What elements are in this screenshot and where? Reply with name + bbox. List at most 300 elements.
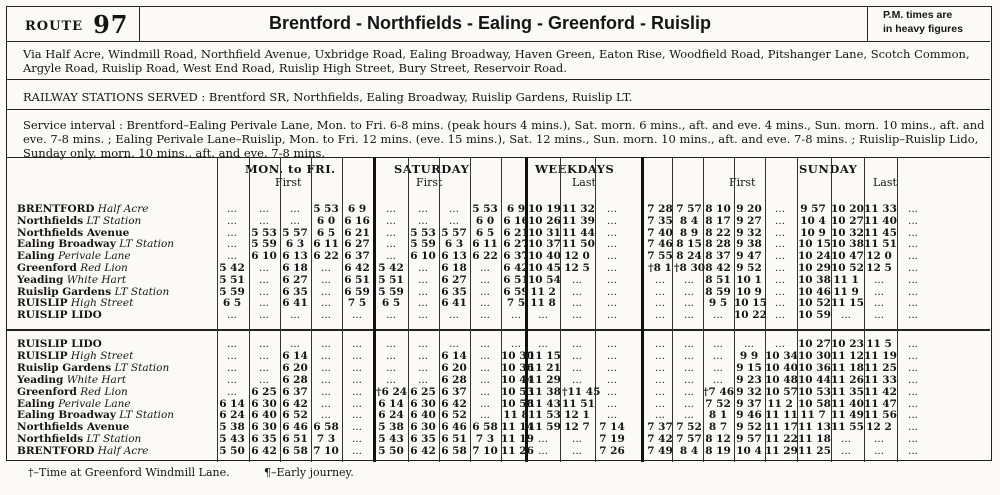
- time-cell: 9 32: [736, 385, 762, 398]
- time-cell: ...: [683, 273, 694, 286]
- time-cell: ...: [479, 262, 490, 274]
- time-cell: 12 1: [564, 409, 590, 422]
- time-cell: 11 38: [528, 385, 561, 398]
- time-cell: ...: [385, 250, 396, 263]
- time-cell: ...: [226, 214, 237, 227]
- time-cell: 5 59: [378, 285, 404, 298]
- time-cell: 6 42: [441, 397, 467, 410]
- station-label: Yeading White Hart: [17, 373, 127, 386]
- time-cell: 6 42: [251, 445, 277, 458]
- time-cell: 7 14: [599, 421, 625, 434]
- time-cell: 8 4: [679, 214, 699, 227]
- time-cell: 10 24: [798, 250, 831, 263]
- time-cell: 11 7: [800, 409, 826, 422]
- time-cell: 6 13: [441, 250, 467, 263]
- time-cell: ...: [907, 285, 918, 298]
- time-cell: 12 7: [564, 421, 590, 434]
- time-cell: ...: [571, 338, 582, 350]
- time-cell: ...: [907, 238, 918, 251]
- time-cell: 11 35: [831, 385, 864, 398]
- time-cell: ...: [774, 285, 785, 298]
- time-cell: ...: [226, 373, 237, 386]
- time-cell: ...: [683, 373, 694, 386]
- time-cell: 5 53: [410, 226, 436, 239]
- time-cell: ...: [417, 361, 428, 374]
- time-cell: ...: [907, 397, 918, 410]
- time-cell: ...: [479, 309, 490, 322]
- route-header: [7, 7, 990, 42]
- time-cell: ...: [774, 262, 785, 274]
- time-cell: ...: [606, 409, 617, 422]
- column-divider: [641, 157, 644, 329]
- time-cell: 6 27: [344, 238, 370, 251]
- time-cell: ...: [537, 433, 548, 446]
- time-cell: ...: [417, 297, 428, 310]
- time-cell: 10 32: [831, 226, 864, 239]
- time-cell: ...: [385, 361, 396, 374]
- time-cell: 6 20: [282, 361, 308, 374]
- time-cell: ...: [712, 349, 723, 362]
- time-cell: 10 36: [501, 361, 534, 374]
- time-cell: 7 49: [647, 445, 673, 458]
- time-cell: 7 52: [676, 421, 702, 434]
- time-cell: 9 47: [736, 250, 762, 263]
- station-label: Northfields Avenue: [17, 226, 130, 239]
- time-cell: 12 2: [866, 421, 892, 434]
- time-cell: ...: [320, 349, 331, 362]
- time-cell: 6 3: [285, 238, 305, 251]
- time-cell: 10 47: [831, 250, 864, 263]
- time-cell: 6 27: [503, 238, 529, 251]
- group-sunday: SUNDAY: [799, 162, 858, 176]
- time-cell: 6 22: [313, 250, 339, 263]
- time-cell: 5 57: [441, 226, 467, 239]
- time-cell: ...: [417, 262, 428, 274]
- time-cell: ...: [510, 309, 521, 322]
- service-interval: Service interval : Brentford–Ealing Perivale Lane, Mon. to Fri. 6-8 mins. (peak hours 4 mins.), Sat. morn. 6 mins., aft. and eve. 4 mins., Sun. morn. 10 mins., aft. and eve. 7-8 mins. ; Ealing Perivale Lane–Ruislip, Mon. to Fri. 12 mins. (eve. 15 mins.), Sat. 12 mins., Sun. morn. 10 mins., aft. and eve. 7-8 mins. ; Ruislip–Ruislip Lido, Sunday only, morn. 10 mins., aft. and eve. 7-8 mins.: [23, 118, 985, 160]
- time-cell: 7 26: [599, 445, 625, 458]
- time-cell: 10 38: [831, 238, 864, 251]
- time-cell: 7 5: [506, 297, 526, 310]
- time-cell: ...: [840, 445, 851, 458]
- time-cell: 5 53: [251, 226, 277, 239]
- time-cell: ...: [571, 373, 582, 386]
- time-cell: ...: [448, 214, 459, 227]
- time-cell: 6 37: [503, 250, 529, 263]
- time-cell: 10 46: [798, 285, 831, 298]
- station-label: BRENTFORD Half Acre: [17, 445, 149, 458]
- time-cell: ...: [873, 297, 884, 310]
- time-cell: ...: [774, 338, 785, 350]
- time-cell: ...: [654, 373, 665, 386]
- time-cell: ...: [226, 238, 237, 251]
- time-cell: 10 48: [765, 373, 798, 386]
- time-cell: 11 5: [866, 338, 892, 350]
- time-cell: 6 42: [410, 445, 436, 458]
- time-cell: 11 25: [798, 445, 831, 458]
- time-cell: 7 42: [647, 433, 673, 446]
- time-cell: 8 59: [705, 285, 731, 298]
- time-cell: ...: [448, 203, 459, 215]
- station-label: Greenford Red Lion: [17, 262, 128, 274]
- time-cell: ...: [654, 338, 665, 350]
- time-cell: ...: [385, 338, 396, 350]
- time-cell: ...: [289, 309, 300, 322]
- time-cell: ...: [654, 273, 665, 286]
- time-cell: 6 40: [251, 409, 277, 422]
- time-cell: 11 25: [864, 361, 897, 374]
- time-cell: ...: [385, 309, 396, 322]
- time-cell: ...: [571, 349, 582, 362]
- time-cell: 11 45: [864, 226, 897, 239]
- time-cell: 6 58: [472, 421, 498, 434]
- time-cell: ...: [873, 285, 884, 298]
- time-cell: ...: [907, 445, 918, 458]
- time-cell: 5 38: [219, 421, 245, 434]
- time-cell: ...: [479, 361, 490, 374]
- station-label: Northfields Avenue: [17, 421, 130, 434]
- time-cell: 11 53: [528, 409, 561, 422]
- time-cell: ...: [226, 250, 237, 263]
- time-cell: ...: [712, 338, 723, 350]
- time-cell: 8 19: [705, 445, 731, 458]
- time-cell: 10 44: [798, 373, 831, 386]
- time-cell: ...: [385, 349, 396, 362]
- time-cell: ...: [417, 285, 428, 298]
- time-cell: ...: [774, 214, 785, 227]
- time-cell: ...: [606, 397, 617, 410]
- time-cell: ...: [417, 309, 428, 322]
- time-cell: ...: [351, 409, 362, 422]
- time-cell: 10 19: [528, 203, 561, 215]
- time-cell: 7 28: [647, 203, 673, 215]
- time-cell: 6 5: [381, 297, 401, 310]
- time-cell: ...: [320, 373, 331, 386]
- time-cell: ...: [774, 238, 785, 251]
- time-cell: 6 5: [222, 297, 242, 310]
- time-cell: 6 51: [503, 273, 529, 286]
- route-badge: ROUTE 97: [25, 10, 129, 39]
- time-cell: 6 10: [251, 250, 277, 263]
- station-label: RUISLIP High Street: [17, 297, 134, 310]
- time-cell: 6 9: [347, 203, 367, 215]
- group-saturday: SATURDAY: [394, 162, 470, 176]
- time-cell: ...: [571, 273, 582, 286]
- time-cell: ...: [840, 433, 851, 446]
- time-cell: ...: [654, 285, 665, 298]
- time-cell: ...: [774, 203, 785, 215]
- time-cell: ...: [479, 397, 490, 410]
- time-cell: 11 2: [530, 285, 556, 298]
- time-cell: ...: [907, 214, 918, 227]
- time-cell: ...: [351, 349, 362, 362]
- time-cell: ...: [320, 297, 331, 310]
- time-cell: 8 7: [708, 421, 728, 434]
- time-cell: ...: [258, 309, 269, 322]
- time-cell: ...: [907, 273, 918, 286]
- time-cell: 10 27: [831, 214, 864, 227]
- time-cell: 6 59: [503, 285, 529, 298]
- time-cell: 8 9: [679, 226, 699, 239]
- time-cell: ...: [683, 338, 694, 350]
- time-cell: 6 18: [282, 262, 308, 274]
- time-cell: 6 13: [282, 250, 308, 263]
- time-cell: 9 38: [736, 238, 762, 251]
- time-cell: 10 44: [501, 373, 534, 386]
- time-cell: ...: [320, 338, 331, 350]
- time-cell: 11 32: [562, 203, 595, 215]
- time-cell: 6 51: [344, 273, 370, 286]
- time-cell: 11 26: [501, 445, 534, 458]
- time-cell: 6 37: [282, 385, 308, 398]
- time-cell: 6 51: [441, 433, 467, 446]
- time-cell: 7 3: [316, 433, 336, 446]
- time-cell: ...: [606, 273, 617, 286]
- time-cell: ...: [683, 349, 694, 362]
- time-cell: 10 37: [528, 238, 561, 251]
- time-cell: ...: [907, 349, 918, 362]
- time-cell: ...: [606, 385, 617, 398]
- station-label: Northfields LT Station: [17, 214, 142, 227]
- time-cell: ...: [226, 349, 237, 362]
- time-cell: 6 11: [472, 238, 498, 251]
- time-cell: 11 39: [562, 214, 595, 227]
- column-divider: [641, 329, 644, 462]
- time-cell: 6 5: [475, 226, 495, 239]
- time-cell: ...: [654, 349, 665, 362]
- time-cell: 9 15: [736, 361, 762, 374]
- time-cell: 6 35: [441, 285, 467, 298]
- time-cell: 11 26: [831, 373, 864, 386]
- time-cell: 12 0: [866, 250, 892, 263]
- time-cell: ...: [320, 385, 331, 398]
- time-cell: ...: [571, 309, 582, 322]
- time-cell: 6 35: [282, 285, 308, 298]
- time-cell: 11 8: [503, 409, 529, 422]
- time-cell: ...: [479, 273, 490, 286]
- time-cell: ...: [320, 397, 331, 410]
- time-cell: ...: [683, 397, 694, 410]
- time-cell: 11 11: [765, 409, 798, 422]
- footnote-dagger: †–Time at Greenford Windmill Lane.: [28, 466, 230, 479]
- time-cell: 11 22: [765, 433, 798, 446]
- time-cell: 11 17: [765, 421, 798, 434]
- time-cell: 10 30: [798, 349, 831, 362]
- time-cell: 5 42: [378, 262, 404, 274]
- time-cell: ...: [417, 373, 428, 386]
- time-cell: 5 50: [219, 445, 245, 458]
- time-cell: 11 29: [765, 445, 798, 458]
- time-cell: 5 57: [282, 226, 308, 239]
- time-cell: 6 5: [316, 226, 336, 239]
- time-cell: ...: [479, 409, 490, 422]
- time-cell: ...: [320, 285, 331, 298]
- time-cell: 11 8: [530, 297, 556, 310]
- time-cell: ...: [907, 309, 918, 322]
- time-cell: 8 10: [705, 203, 731, 215]
- time-cell: ...: [873, 433, 884, 446]
- time-cell: ...: [683, 285, 694, 298]
- time-cell: 6 42: [503, 262, 529, 274]
- time-cell: ...: [571, 445, 582, 458]
- time-cell: 6 42: [344, 262, 370, 274]
- time-cell: 11 18: [831, 361, 864, 374]
- time-cell: 6 14: [441, 349, 467, 362]
- time-cell: 11 42: [864, 385, 897, 398]
- time-cell: ...: [606, 361, 617, 374]
- time-cell: 6 46: [441, 421, 467, 434]
- time-cell: ...: [351, 397, 362, 410]
- time-cell: ...: [683, 361, 694, 374]
- time-cell: ...: [907, 421, 918, 434]
- time-cell: 9 20: [736, 203, 762, 215]
- time-cell: ...: [907, 361, 918, 374]
- time-cell: ...: [606, 349, 617, 362]
- time-cell: ...: [479, 338, 490, 350]
- time-cell: ...: [712, 361, 723, 374]
- time-cell: 6 10: [410, 250, 436, 263]
- time-cell: 6 16: [344, 214, 370, 227]
- time-cell: 10 22: [734, 309, 767, 322]
- time-cell: ...: [258, 214, 269, 227]
- time-cell: 5 59: [251, 238, 277, 251]
- time-cell: ...: [606, 226, 617, 239]
- time-cell: 11 51: [864, 238, 897, 251]
- time-cell: ...: [606, 203, 617, 215]
- time-cell: ...: [907, 297, 918, 310]
- time-cell: ...: [654, 297, 665, 310]
- time-cell: 6 21: [344, 226, 370, 239]
- time-cell: 6 0: [316, 214, 336, 227]
- time-cell: 10 58: [501, 397, 534, 410]
- time-cell: ...: [320, 309, 331, 322]
- time-cell: ...: [417, 214, 428, 227]
- time-cell: 10 53: [501, 385, 534, 398]
- time-cell: 7 46: [647, 238, 673, 251]
- time-cell: 6 9: [506, 203, 526, 215]
- station-label: Ruislip Gardens LT Station: [17, 361, 170, 374]
- time-cell: 6 24: [219, 409, 245, 422]
- time-cell: 8 12: [705, 433, 731, 446]
- time-cell: ...: [907, 262, 918, 274]
- time-cell: ...: [258, 373, 269, 386]
- time-cell: 9 57: [736, 433, 762, 446]
- time-cell: 6 35: [251, 433, 277, 446]
- time-cell: ...: [351, 309, 362, 322]
- time-cell: 6 25: [410, 385, 436, 398]
- time-cell: ...: [606, 309, 617, 322]
- time-cell: 5 51: [219, 273, 245, 286]
- time-cell: 11 59: [528, 421, 561, 434]
- time-cell: ...: [907, 409, 918, 422]
- time-cell: 7 40: [647, 226, 673, 239]
- time-cell: 10 38: [798, 273, 831, 286]
- time-cell: 6 46: [282, 421, 308, 434]
- time-cell: ...: [448, 338, 459, 350]
- time-cell: 11 15: [528, 349, 561, 362]
- time-cell: 9 32: [736, 226, 762, 239]
- time-cell: 11 43: [528, 397, 561, 410]
- time-cell: 10 52: [798, 297, 831, 310]
- time-cell: ...: [774, 226, 785, 239]
- time-cell: 7 3: [475, 433, 495, 446]
- time-cell: ...: [479, 373, 490, 386]
- time-cell: 9 37: [736, 397, 762, 410]
- time-cell: ...: [873, 273, 884, 286]
- time-cell: ...: [351, 338, 362, 350]
- time-cell: 11 15: [831, 297, 864, 310]
- time-cell: 6 59: [344, 285, 370, 298]
- time-cell: 7 57: [676, 203, 702, 215]
- time-cell: 11 19: [501, 433, 534, 446]
- time-cell: ...: [683, 309, 694, 322]
- time-cell: 11 50: [562, 238, 595, 251]
- time-cell: ...: [351, 373, 362, 386]
- time-cell: 10 26: [528, 214, 561, 227]
- time-cell: 8 28: [705, 238, 731, 251]
- time-cell: 10 31: [528, 226, 561, 239]
- time-cell: 10 29: [798, 262, 831, 274]
- station-label: Greenford Red Lion: [17, 385, 128, 398]
- time-cell: 7 10: [313, 445, 339, 458]
- time-cell: 6 16: [503, 214, 529, 227]
- time-cell: ...: [683, 297, 694, 310]
- time-cell: 6 58: [313, 421, 339, 434]
- time-cell: ...: [385, 226, 396, 239]
- footnote-early: ¶–Early journey.: [264, 466, 354, 479]
- time-cell: 11 9: [833, 285, 859, 298]
- time-cell: 5 42: [219, 262, 245, 274]
- time-cell: ...: [571, 361, 582, 374]
- time-cell: 5 59: [219, 285, 245, 298]
- station-label: Ealing Broadway LT Station: [17, 409, 175, 422]
- time-cell: ...: [683, 409, 694, 422]
- time-cell: 11 55: [831, 421, 864, 434]
- time-cell: ...: [258, 349, 269, 362]
- time-cell: 6 3: [444, 238, 464, 251]
- time-cell: 9 5: [708, 297, 728, 310]
- time-cell: 5 51: [378, 273, 404, 286]
- time-cell: ...: [606, 297, 617, 310]
- time-cell: 6 18: [441, 262, 467, 274]
- time-cell: ...: [226, 361, 237, 374]
- time-cell: 6 41: [441, 297, 467, 310]
- time-cell: ...: [774, 297, 785, 310]
- time-cell: 11 40: [831, 397, 864, 410]
- time-cell: 9 52: [736, 262, 762, 274]
- station-label: Yeading White Hart: [17, 273, 127, 286]
- time-cell: 10 40: [765, 361, 798, 374]
- group-mon-fri: MON. to FRI.: [245, 162, 336, 176]
- time-cell: 10 52: [831, 262, 864, 274]
- column-divider: [595, 157, 596, 329]
- time-cell: 11 19: [864, 349, 897, 362]
- time-cell: ...: [606, 214, 617, 227]
- time-cell: 11 49: [831, 409, 864, 422]
- time-cell: ...: [289, 338, 300, 350]
- time-cell: ...: [654, 361, 665, 374]
- station-label: RUISLIP High Street: [17, 349, 134, 362]
- time-cell: ...: [873, 309, 884, 322]
- time-cell: 10 15: [798, 238, 831, 251]
- time-cell: ...: [606, 238, 617, 251]
- time-cell: 6 20: [441, 361, 467, 374]
- time-cell: ...: [537, 338, 548, 350]
- time-cell: ...: [320, 273, 331, 286]
- time-cell: ...: [571, 297, 582, 310]
- time-cell: 6 25: [251, 385, 277, 398]
- time-cell: 8 51: [705, 273, 731, 286]
